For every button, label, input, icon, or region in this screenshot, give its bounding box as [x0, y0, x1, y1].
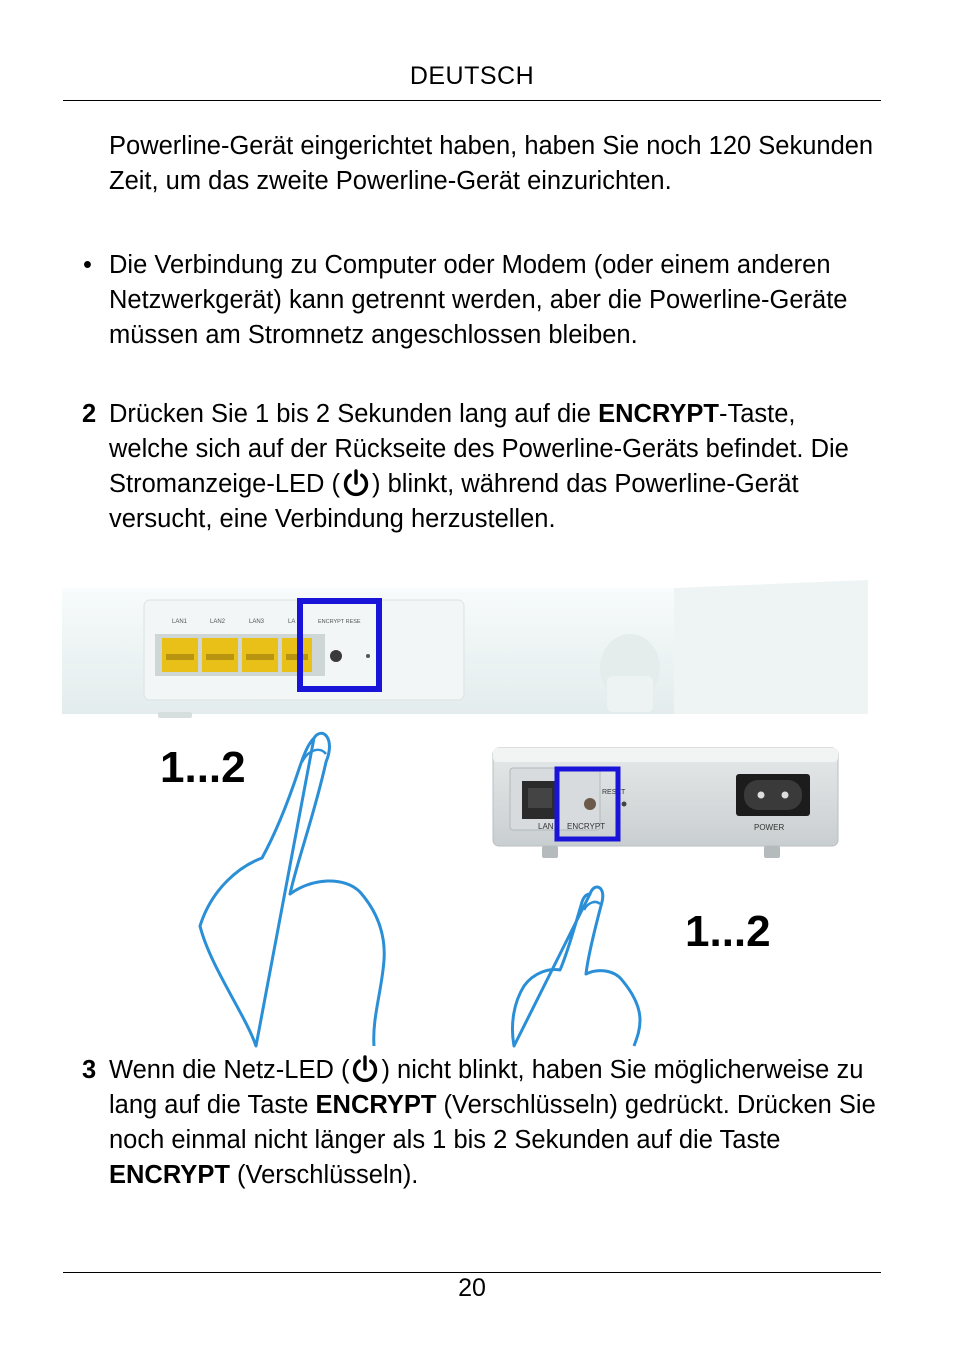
running-header: DEUTSCH — [409, 62, 535, 90]
step-2-encrypt-bold: ENCRYPT — [598, 400, 719, 428]
continuation-paragraph: Powerline-Gerät eingerichtet haben, haben Sie noch 120 Sekunden Zeit, um das zweite Powerline-Gerät einzurichten. — [109, 132, 874, 195]
small-encrypt-label: ENCRYPT — [567, 822, 606, 831]
step-3-encrypt-bold-1: ENCRYPT — [315, 1091, 437, 1119]
large-powerline-device — [62, 580, 868, 718]
step-3-text-part3: (Verschlüsseln) gedrückt. Drücken Sie noch einmal nicht länger als 1 bis 2 Sekunden auf die Taste — [109, 1091, 876, 1154]
encrypt-reset-label: ENCRYPT RESE — [318, 619, 361, 625]
small-reset-label: RESET — [602, 789, 626, 796]
encrypt-button-small — [584, 798, 596, 810]
header-rule — [63, 100, 881, 101]
port-label-lan2: LAN2 — [210, 619, 226, 625]
step-3-text-part1: Wenn die Netz-LED ( — [109, 1056, 350, 1084]
small-power-label: POWER — [754, 823, 785, 832]
step-3-number: 3 — [82, 1056, 97, 1084]
port-label-lan3: LAN3 — [249, 619, 265, 625]
bullet-marker: • — [83, 251, 92, 279]
reset-pinhole — [366, 654, 370, 658]
small-powerline-device — [493, 748, 838, 858]
port-label-lan4: LA — [288, 619, 296, 625]
step-2-number: 2 — [82, 400, 97, 428]
lan-port-3 — [242, 638, 278, 672]
step-3-text-part2: ) nicht blinkt, haben Sie möglicherweise zu lang auf die Taste — [109, 1056, 864, 1119]
step-label-left: 1...2 — [160, 743, 246, 792]
step-3-encrypt-bold-2: ENCRYPT — [109, 1161, 230, 1189]
encrypt-button — [330, 650, 342, 662]
step-2-text — [109, 397, 879, 537]
lan-port-1 — [162, 638, 198, 672]
step-3-text — [109, 1053, 879, 1193]
reset-pinhole-small — [622, 802, 627, 807]
footer-rule — [63, 1272, 881, 1273]
lan-port-2 — [202, 638, 238, 672]
step-2-text-part1: Drücken Sie 1 bis 2 Sekunden lang auf die — [109, 400, 599, 428]
small-lan-label: LAN — [538, 822, 554, 831]
step-label-right: 1...2 — [685, 907, 771, 956]
step-2-text-part2: -Taste, welche sich auf der Rückseite des Powerline-Geräts befindet. Die Stromanzeige-LED ( — [109, 400, 849, 498]
hand-illustration-right — [512, 887, 640, 1046]
power-icon — [350, 1054, 380, 1084]
encrypt-button-illustration — [62, 576, 870, 1048]
port-label-lan1: LAN1 — [172, 619, 188, 625]
power-icon — [341, 468, 371, 498]
bullet-paragraph: Die Verbindung zu Computer oder Modem (oder einem anderen Netzwerkgerät) kann getrennt werden, aber die Powerline-Geräte müssen am Stromnetz angeschlossen bleiben. — [109, 251, 848, 349]
page-number: 20 — [458, 1274, 486, 1302]
step-3-text-part4: (Verschlüsseln). — [229, 1161, 419, 1189]
step-2-text-part3: ) blinkt, während das Powerline-Gerät versucht, eine Verbindung herzustellen. — [109, 470, 799, 533]
